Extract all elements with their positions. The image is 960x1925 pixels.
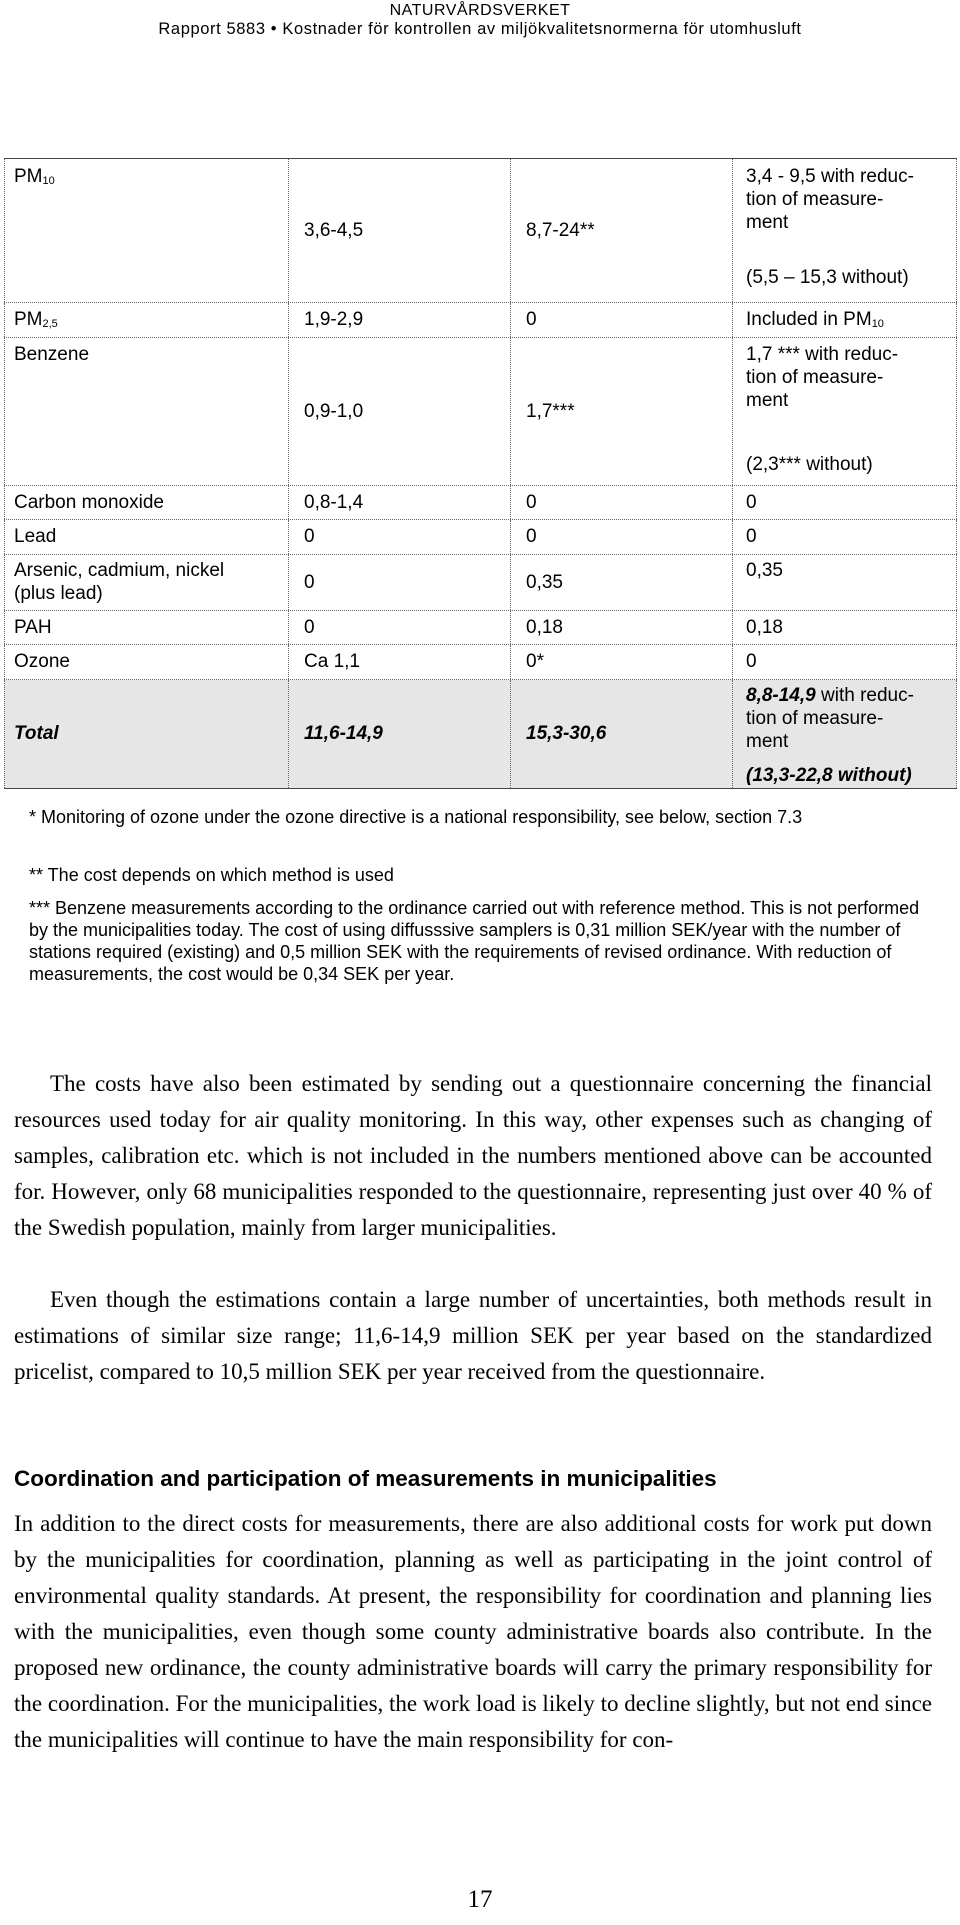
footnote-method: ** The cost depends on which method is used <box>29 865 394 885</box>
table-cell: 11,6-14,9 <box>304 723 383 744</box>
table-cell: 0 <box>526 526 537 547</box>
table-cell: 0,35 <box>746 560 783 581</box>
table-row <box>4 338 957 486</box>
table-row: $PM_{2,5}$ 1,9-2,9 0 Included in $PM_{10}$ <box>4 303 957 338</box>
pollutant-label: PM <box>14 166 43 187</box>
table-cell: 1,7 *** with reduc- tion of measure- ment (2,3*** without) <box>746 344 899 475</box>
table-cell: 0 <box>746 651 757 672</box>
table-cell: 1,9-2,9 <box>304 309 364 330</box>
pollutant-label: Lead <box>14 526 57 547</box>
table-row <box>4 486 957 520</box>
section-heading: Coordination and participation of measurements in municipalities <box>14 1466 717 1491</box>
table-cell: 0* <box>526 651 544 672</box>
total-label: Total <box>14 723 59 744</box>
table-cell: 0 <box>746 526 757 547</box>
table-cell: 15,3-30,6 <box>526 723 607 744</box>
paragraph-estimations: Even though the estimations contain a large number of uncertainties, both methods result in estimations of similar size range; 11,6-14,9 million SEK per year based on the standardized pricelist, compared to 10,5 million SEK per year received from the questionnaire. <box>14 1287 932 1384</box>
table-cell: 0,9-1,0 <box>304 401 364 422</box>
report-publisher: NATURVÅRDSVERKET <box>389 2 571 19</box>
table-cell: Ca 1,1 <box>304 651 360 672</box>
table-cell: 0 <box>526 492 537 513</box>
table-cell: 0 <box>304 526 315 547</box>
table-row: $PM_{10}$ 3,6-4,5 8,7-24** 3,4 - 9,5 with reduc- tion of measure- ment (5,5 – 15,3 without) <box>4 158 957 303</box>
table-cell: 3,6-4,5 <box>304 220 364 241</box>
table-row <box>4 555 957 611</box>
page-number: 17 <box>467 1886 493 1913</box>
table-cell: 8,8-14,9 with reduc- tion of measure- ment (13,3-22,8 without) <box>746 685 914 786</box>
table-cell: 0 <box>304 617 315 638</box>
table-cell: 1,7*** <box>526 401 575 422</box>
paragraph-coordination: In addition to the direct costs for measurements, there are also additional costs for work put down by the municipalities for coordination, planning as well as participating in the joint control of environmental quality standards. At present, the responsibility for coordination and planning lies with the municipalities, even though some county administrative boards also contribute. In the proposed new ordinance, the county administrative boards will carry the primary responsibility for the coordination. For the municipalities, the work load is likely to decline slightly, but not end since the municipalities will continue to have the main responsibility for con- <box>14 1511 932 1752</box>
pollutant-label: Benzene <box>14 344 90 365</box>
table-cell: Included in $PM_{10}$ <box>746 309 884 330</box>
table-row <box>4 520 957 555</box>
report-title: Rapport 5883 • Kostnader för kontrollen av miljökvalitetsnormerna för utomhusluft <box>158 20 802 38</box>
table-cell: 0,8-1,4 <box>304 492 364 513</box>
table-cell: 8,7-24** <box>526 220 595 241</box>
table-cell: 0 <box>304 572 315 593</box>
table-row <box>4 645 957 680</box>
pollutant-label: Arsenic, cadmium, nickel (plus lead) <box>14 560 225 604</box>
pollutant-label: PM <box>14 309 43 330</box>
table-cell: 0 <box>526 309 537 330</box>
table-cell: 0,18 <box>746 617 783 638</box>
table-row-total <box>4 680 957 789</box>
cost-table <box>4 158 957 789</box>
table-cell: 0,35 <box>526 572 563 593</box>
pollutant-label: PAH <box>14 617 52 638</box>
footnote-benzene: *** Benzene measurements according to the ordinance carried out with reference method. This is not performed by the municipalities today. The cost of using diffusssive samplers is 0,31 million SEK/year with the number of stations required (existing) and 0,5 million SEK with the requirements of revised ordinance. With reduction of measurements, the cost would be 0,34 SEK per year. <box>29 898 920 984</box>
table-row <box>4 611 957 645</box>
table-cell: 0,18 <box>526 617 563 638</box>
table-cell: 3,4 - 9,5 with reduc- tion of measure- ment (5,5 – 15,3 without) <box>746 166 914 288</box>
pollutant-label: Ozone <box>14 651 70 672</box>
footnote-ozone: * Monitoring of ozone under the ozone directive is a national responsibility, see below, section 7.3 <box>29 807 803 827</box>
paragraph-questionnaire: The costs have also been estimated by sending out a questionnaire concerning the financial resources used today for air quality monitoring. In this way, other expenses such as changing of samples, calibration etc. which is not included in the numbers mentioned above can be accounted for. However, only 68 municipalities responded to the questionnaire, representing just over 40 % of the Swedish population, mainly from larger municipalities. <box>14 1071 932 1240</box>
table-cell: 0 <box>746 492 757 513</box>
pollutant-label: Carbon monoxide <box>14 492 164 513</box>
